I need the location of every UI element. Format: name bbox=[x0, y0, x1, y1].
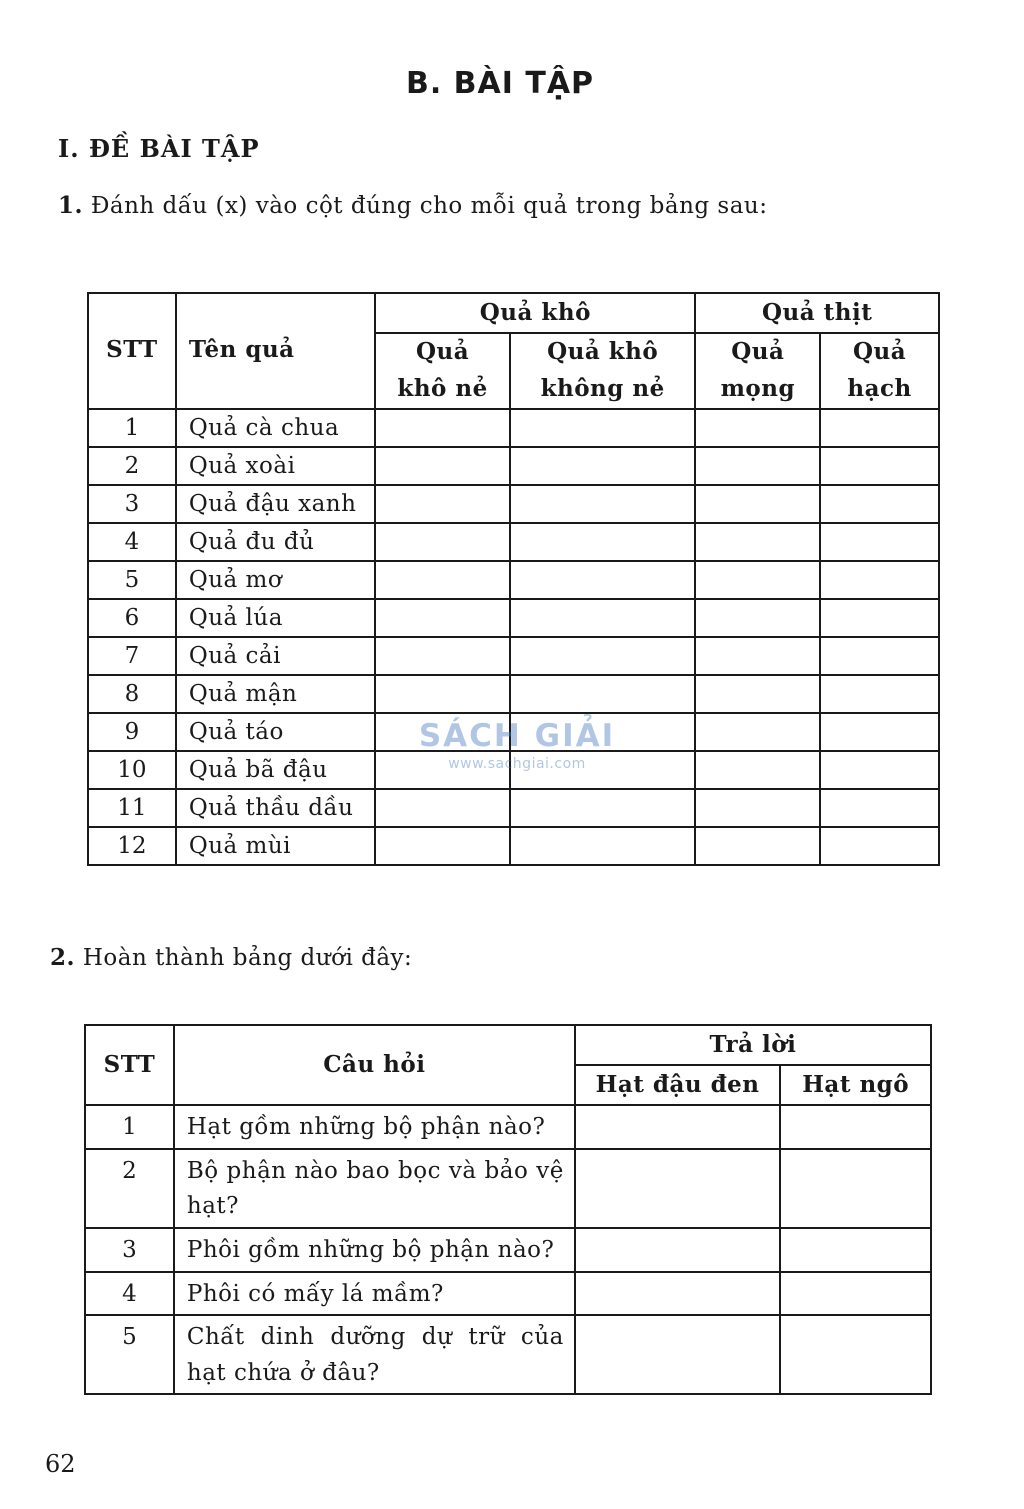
row-stt: 1 bbox=[88, 409, 176, 447]
answer-cell[interactable] bbox=[820, 827, 939, 865]
row-stt: 2 bbox=[85, 1149, 174, 1228]
answer-cell[interactable] bbox=[780, 1272, 931, 1316]
row-fruit-name: Quả xoài bbox=[176, 447, 375, 485]
answer-cell[interactable] bbox=[780, 1149, 931, 1228]
fruit-table-body bbox=[88, 409, 939, 865]
header-stt: STT bbox=[88, 293, 176, 409]
answer-cell[interactable] bbox=[510, 789, 696, 827]
row-stt: 8 bbox=[88, 675, 176, 713]
row-stt: 12 bbox=[88, 827, 176, 865]
row-fruit-name: Quả bã đậu bbox=[176, 751, 375, 789]
answer-cell[interactable] bbox=[575, 1105, 780, 1149]
answer-cell[interactable] bbox=[375, 675, 510, 713]
answer-cell[interactable] bbox=[820, 789, 939, 827]
answer-cell[interactable] bbox=[820, 751, 939, 789]
answer-cell[interactable] bbox=[375, 409, 510, 447]
answer-cell[interactable] bbox=[575, 1228, 780, 1272]
row-stt: 6 bbox=[88, 599, 176, 637]
seed-table-body bbox=[85, 1105, 931, 1394]
watermark-url: www.sachgiai.com bbox=[448, 756, 586, 772]
header-dry-indehiscent bbox=[510, 333, 696, 409]
answer-cell[interactable] bbox=[510, 713, 696, 751]
table-row bbox=[88, 713, 939, 751]
header-berry-line1: Quả bbox=[731, 338, 785, 365]
table-row bbox=[88, 751, 939, 789]
row-stt: 4 bbox=[85, 1272, 174, 1316]
row-question: Phôi gồm những bộ phận nào? bbox=[174, 1228, 575, 1272]
table-row bbox=[85, 1315, 931, 1394]
row-stt: 2 bbox=[88, 447, 176, 485]
row-question: Chất dinh dưỡng dự trữ của hạt chứa ở đâu? bbox=[174, 1315, 575, 1394]
answer-cell[interactable] bbox=[695, 485, 820, 523]
row-question: Bộ phận nào bao bọc và bảo vệ hạt? bbox=[174, 1149, 575, 1228]
answer-cell[interactable] bbox=[510, 675, 696, 713]
part-title: I. ĐỀ BÀI TẬP bbox=[58, 134, 260, 163]
row-fruit-name: Quả đậu xanh bbox=[176, 485, 375, 523]
answer-cell[interactable] bbox=[695, 409, 820, 447]
answer-cell[interactable] bbox=[375, 789, 510, 827]
table-row bbox=[88, 637, 939, 675]
table-row bbox=[85, 1149, 931, 1228]
row-stt: 3 bbox=[85, 1228, 174, 1272]
header-black-bean: Hạt đậu đen bbox=[575, 1065, 780, 1105]
answer-cell[interactable] bbox=[375, 561, 510, 599]
header-answer-group: Trả lời bbox=[575, 1025, 931, 1065]
answer-cell[interactable] bbox=[510, 637, 696, 675]
answer-cell[interactable] bbox=[695, 523, 820, 561]
row-fruit-name: Quả táo bbox=[176, 713, 375, 751]
row-stt: 3 bbox=[88, 485, 176, 523]
question-2 bbox=[50, 944, 412, 971]
row-stt: 7 bbox=[88, 637, 176, 675]
row-stt: 1 bbox=[85, 1105, 174, 1149]
answer-cell[interactable] bbox=[695, 637, 820, 675]
answer-cell[interactable] bbox=[375, 599, 510, 637]
section-title: B. BÀI TẬP bbox=[405, 66, 595, 101]
header-drupe bbox=[820, 333, 939, 409]
answer-cell[interactable] bbox=[695, 561, 820, 599]
answer-cell[interactable] bbox=[695, 447, 820, 485]
answer-cell[interactable] bbox=[695, 789, 820, 827]
answer-cell[interactable] bbox=[780, 1315, 931, 1394]
answer-cell[interactable] bbox=[375, 637, 510, 675]
row-fruit-name: Quả lúa bbox=[176, 599, 375, 637]
answer-cell[interactable] bbox=[575, 1315, 780, 1394]
header-stt: STT bbox=[85, 1025, 174, 1105]
answer-cell[interactable] bbox=[820, 447, 939, 485]
answer-cell[interactable] bbox=[510, 485, 696, 523]
header-dry-dehiscent-line2: khô nẻ bbox=[397, 374, 488, 402]
answer-cell[interactable] bbox=[510, 827, 696, 865]
answer-cell[interactable] bbox=[375, 827, 510, 865]
answer-cell[interactable] bbox=[780, 1228, 931, 1272]
answer-cell[interactable] bbox=[820, 523, 939, 561]
table-row bbox=[88, 485, 939, 523]
seed-structure-table bbox=[84, 1024, 932, 1395]
answer-cell[interactable] bbox=[375, 713, 510, 751]
header-fruit-name: Tên quả bbox=[176, 293, 375, 409]
answer-cell[interactable] bbox=[375, 751, 510, 789]
header-question: Câu hỏi bbox=[174, 1025, 575, 1105]
row-stt: 5 bbox=[88, 561, 176, 599]
watermark-logo-text: SÁCH GIẢI bbox=[418, 718, 616, 754]
answer-cell[interactable] bbox=[510, 599, 696, 637]
answer-cell[interactable] bbox=[510, 523, 696, 561]
header-dry-indehiscent-line1: Quả khô bbox=[547, 338, 659, 365]
answer-cell[interactable] bbox=[780, 1105, 931, 1149]
row-stt: 10 bbox=[88, 751, 176, 789]
table-row bbox=[88, 447, 939, 485]
table-row bbox=[85, 1228, 931, 1272]
header-dry-dehiscent-line1: Quả bbox=[415, 338, 470, 365]
answer-cell[interactable] bbox=[820, 409, 939, 447]
row-fruit-name: Quả thầu dầu bbox=[176, 789, 375, 827]
row-fruit-name: Quả mùi bbox=[176, 827, 375, 865]
table-row bbox=[88, 409, 939, 447]
row-stt: 11 bbox=[88, 789, 176, 827]
answer-cell[interactable] bbox=[820, 561, 939, 599]
row-fruit-name: Quả cải bbox=[176, 637, 375, 675]
answer-cell[interactable] bbox=[820, 485, 939, 523]
header-drupe-line2: hạch bbox=[847, 374, 912, 402]
row-stt: 4 bbox=[88, 523, 176, 561]
row-stt: 5 bbox=[85, 1315, 174, 1394]
answer-cell[interactable] bbox=[575, 1149, 780, 1228]
answer-cell[interactable] bbox=[575, 1272, 780, 1316]
answer-cell[interactable] bbox=[820, 599, 939, 637]
answer-cell[interactable] bbox=[375, 523, 510, 561]
header-berry-line2: mọng bbox=[720, 374, 796, 402]
table-row bbox=[88, 675, 939, 713]
question-2-text: Hoàn thành bảng dưới đây: bbox=[82, 945, 413, 971]
answer-cell[interactable] bbox=[820, 675, 939, 713]
answer-cell[interactable] bbox=[695, 675, 820, 713]
table-row bbox=[88, 827, 939, 865]
answer-cell[interactable] bbox=[820, 637, 939, 675]
question-1 bbox=[58, 192, 768, 219]
table-row bbox=[85, 1105, 931, 1149]
header-dry-indehiscent-line2: không nẻ bbox=[540, 374, 665, 402]
answer-cell[interactable] bbox=[695, 713, 820, 751]
answer-cell[interactable] bbox=[695, 599, 820, 637]
fruit-classification-table bbox=[87, 292, 940, 866]
row-fruit-name: Quả cà chua bbox=[176, 409, 375, 447]
header-drupe-line1: Quả bbox=[853, 338, 907, 365]
answer-cell[interactable] bbox=[510, 447, 696, 485]
question-1-number: 1. bbox=[58, 192, 84, 219]
row-question: Hạt gồm những bộ phận nào? bbox=[174, 1105, 575, 1149]
row-fruit-name: Quả mơ bbox=[176, 561, 375, 599]
page-number: 62 bbox=[45, 1450, 76, 1478]
header-berry bbox=[695, 333, 820, 409]
row-fruit-name: Quả đu đủ bbox=[176, 523, 375, 561]
table-row bbox=[88, 523, 939, 561]
answer-cell[interactable] bbox=[510, 751, 696, 789]
table-row bbox=[88, 789, 939, 827]
table-row bbox=[88, 599, 939, 637]
header-dry-fruit-group: Quả khô bbox=[375, 293, 695, 333]
row-question: Phôi có mấy lá mầm? bbox=[174, 1272, 575, 1316]
table-row bbox=[88, 561, 939, 599]
answer-cell[interactable] bbox=[820, 713, 939, 751]
row-stt: 9 bbox=[88, 713, 176, 751]
answer-cell[interactable] bbox=[695, 751, 820, 789]
row-fruit-name: Quả mận bbox=[176, 675, 375, 713]
header-fleshy-fruit-group: Quả thịt bbox=[695, 293, 939, 333]
table-row bbox=[85, 1272, 931, 1316]
header-corn: Hạt ngô bbox=[780, 1065, 931, 1105]
answer-cell[interactable] bbox=[510, 561, 696, 599]
answer-cell[interactable] bbox=[510, 409, 696, 447]
question-2-number: 2. bbox=[50, 944, 76, 971]
answer-cell[interactable] bbox=[695, 827, 820, 865]
answer-cell[interactable] bbox=[375, 485, 510, 523]
answer-cell[interactable] bbox=[375, 447, 510, 485]
question-1-text: Đánh dấu (x) vào cột đúng cho mỗi quả trong bảng sau: bbox=[90, 193, 768, 219]
header-dry-dehiscent bbox=[375, 333, 510, 409]
